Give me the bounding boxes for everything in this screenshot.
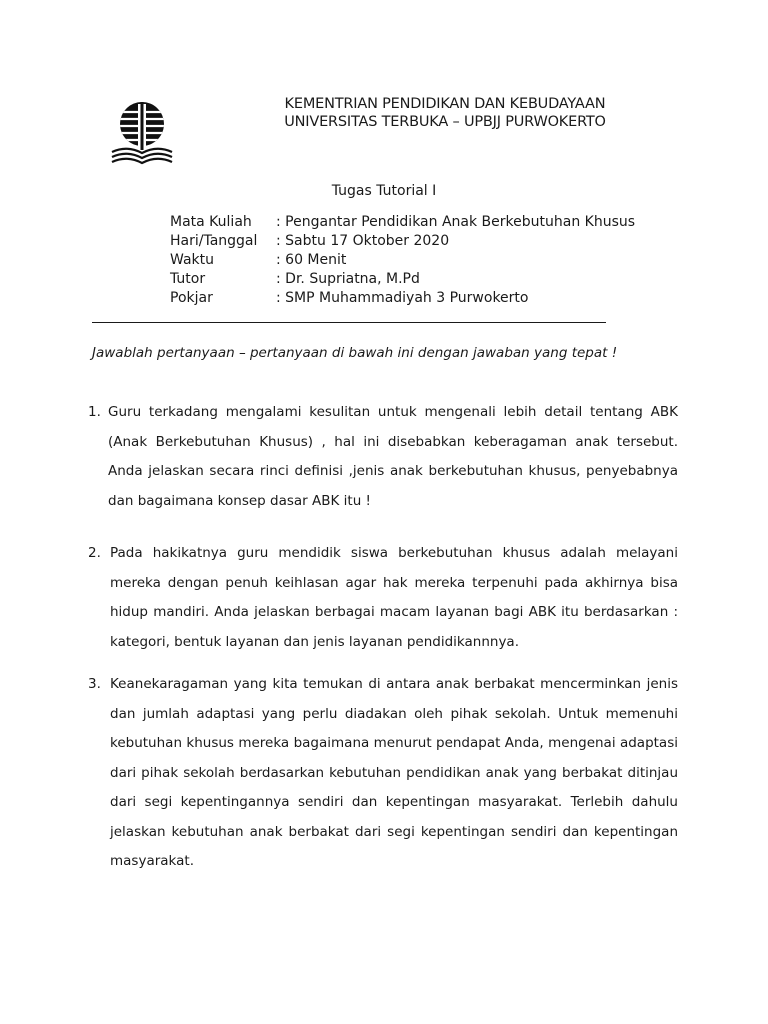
question-text: Guru terkadang mengalami kesulitan untuk mengenali lebih detail tentang ABK (Anak Berkebutuhan Khusus) , hal ini disebabkan keberagaman anak tersebut. Anda jelaskan secara rinci definisi ,jenis anak berkebutuhan khusus, penyebabnya dan bagaimana konsep dasar ABK itu ! (108, 404, 678, 509)
detail-value: : SMP Muhammadiyah 3 Purwokerto (276, 290, 529, 306)
detail-row-pokjar (170, 289, 635, 308)
question-number: 2. (88, 545, 101, 561)
detail-value: : 60 Menit (276, 252, 347, 268)
detail-label: Waktu (170, 252, 214, 268)
detail-row-duration (170, 251, 635, 270)
universitas-terbuka-logo-icon (108, 98, 176, 166)
question-item (88, 398, 678, 516)
detail-label: Tutor (170, 271, 206, 287)
document-header (240, 95, 650, 131)
detail-value: : Sabtu 17 Oktober 2020 (276, 233, 450, 249)
assignment-title: Tugas Tutorial I (331, 183, 437, 199)
question-number: 3. (88, 676, 101, 692)
detail-label: Mata Kuliah (170, 214, 252, 230)
header-university: UNIVERSITAS TERBUKA – UPBJJ PURWOKERTO (284, 114, 606, 130)
assignment-details (170, 213, 635, 308)
detail-label: Hari/Tanggal (170, 233, 258, 249)
question-number: 1. (88, 404, 101, 420)
instruction-text: Jawablah pertanyaan – pertanyaan di bawah ini dengan jawaban yang tepat ! (92, 345, 618, 361)
detail-row-date (170, 232, 635, 251)
detail-label: Pokjar (170, 290, 213, 306)
detail-row-tutor (170, 270, 635, 289)
divider-line (92, 322, 606, 323)
header-ministry: KEMENTRIAN PENDIDIKAN DAN KEBUDAYAAN (284, 96, 606, 112)
detail-row-course (170, 213, 635, 232)
detail-value: : Pengantar Pendidikan Anak Berkebutuhan Khusus (276, 214, 636, 230)
question-item (88, 539, 678, 657)
question-item (88, 670, 678, 877)
question-text: Pada hakikatnya guru mendidik siswa berkebutuhan khusus adalah melayani mereka dengan penuh keihlasan agar hak mereka terpenuhi pada akhirnya bisa hidup mandiri. Anda jelaskan berbagai macam layanan bagi ABK itu berdasarkan : kategori, bentuk layanan dan jenis layanan pendidikannnya. (110, 545, 678, 650)
question-text: Keanekaragaman yang kita temukan di antara anak berbakat mencerminkan jenis dan jumlah adaptasi yang perlu diadakan oleh pihak sekolah. Untuk memenuhi kebutuhan khusus mereka bagaimana menurut pendapat Anda, mengenai adaptasi dari pihak sekolah berdasarkan kebutuhan pendidikan anak yang berbakat ditinjau dari segi kepentingannya sendiri dan kepentingan masyarakat. Terlebih dahulu jelaskan kebutuhan anak berbakat dari segi kepentingan sendiri dan kepentingan masyarakat. (110, 676, 678, 869)
detail-value: : Dr. Supriatna, M.Pd (276, 271, 420, 287)
